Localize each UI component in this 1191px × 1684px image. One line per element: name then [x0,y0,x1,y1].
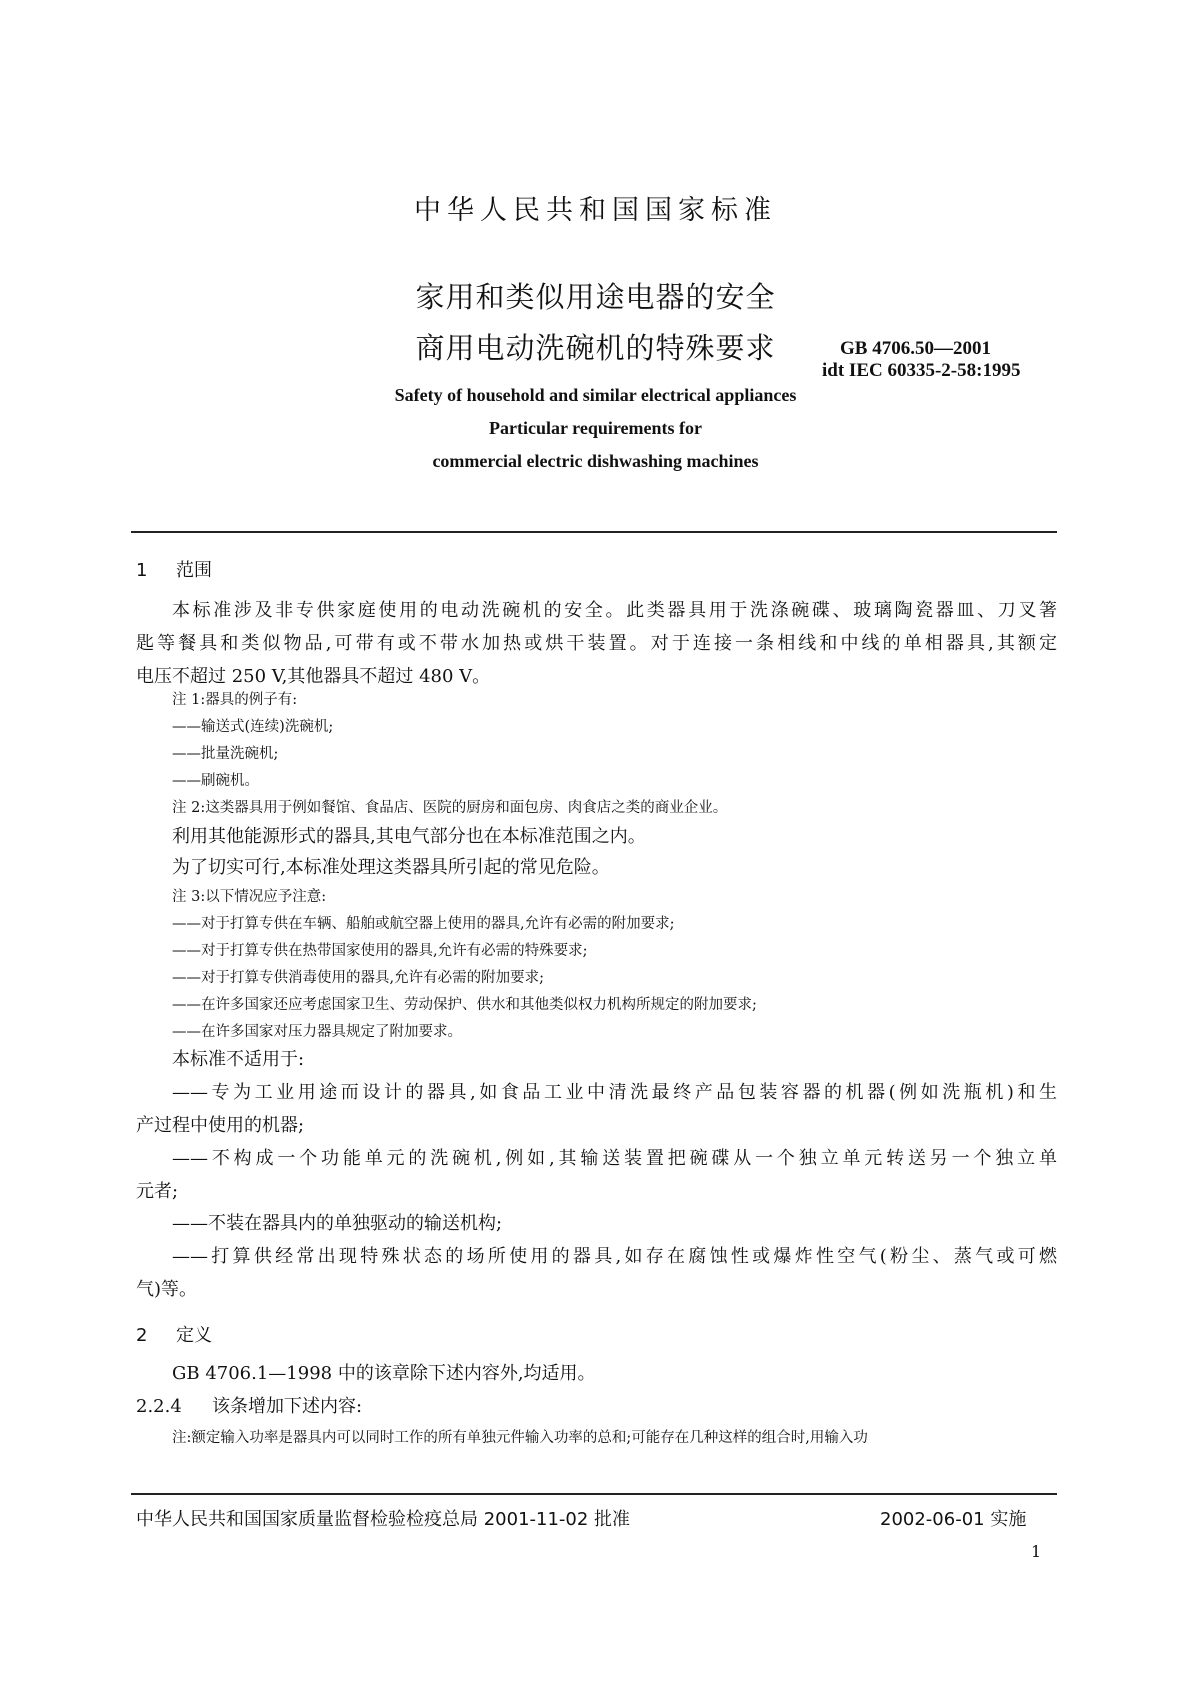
text-line: ——打算供经常出现特殊状态的场所使用的器具,如存在腐蚀性或爆炸性空气(粉尘、蒸气或可燃 [172,1246,1057,1267]
text-line: 匙等餐具和类似物品,可带有或不带水加热或烘干装置。对于连接一条相线和中线的单相器具,其额定 [136,633,1057,654]
text-line: ——专为工业用途而设计的器具,如食品工业中清洗最终产品包装容器的机器(例如洗瓶机)和生 [172,1082,1057,1103]
definitions-paragraph: GB 4706.1—1998 中的该章除下述内容外,均适用。 [172,1363,596,1384]
footer-divider [131,1493,1057,1495]
national-standard-heading: 中华人民共和国国家标准 [414,195,777,226]
english-title-line-1: Safety of household and similar electrical appliances [394,385,797,405]
note-3-item: ——对于打算专供消毒使用的器具,允许有必需的附加要求; [172,970,544,986]
effective-date-text: 2002-06-01 实施 [880,1509,1027,1530]
title-line-2: 商用电动洗碗机的特殊要求 [415,331,776,365]
clause-text: 该条增加下述内容: [212,1396,363,1417]
definition-note: 注:额定输入功率是器具内可以同时工作的所有单独元件输入功率的总和;可能存在几种这样的组合时,用输入功 [172,1430,868,1446]
note-3-item: ——在许多国家对压力器具规定了附加要求。 [172,1024,462,1040]
idt-code: idt IEC 60335-2-58:1995 [822,360,1021,381]
note-3-item: ——对于打算专供在热带国家使用的器具,允许有必需的特殊要求; [172,943,588,959]
exclusion-3: ——不装在器具内的单独驱动的输送机构; [172,1213,503,1234]
text-line: 元者; [136,1181,179,1202]
text-line: ——不构成一个功能单元的洗碗机,例如,其输送装置把碗碟从一个独立单元转送另一个独立单 [172,1148,1057,1169]
english-title-line-2: Particular requirements for [489,418,702,438]
exclusion-1 [136,1076,1057,1142]
section-number: 1 [136,560,148,581]
note-3-item: ——对于打算专供在车辆、船舶或航空器上使用的器具,允许有必需的附加要求; [172,916,675,932]
scope-paragraph-3: 为了切实可行,本标准处理这类器具所引起的常见危险。 [172,857,610,878]
english-title-line-3: commercial electric dishwashing machines [432,451,759,471]
title-line-1: 家用和类似用途电器的安全 [415,280,776,314]
note-1-item: ——刷碗机。 [172,773,259,789]
scope-paragraph-2: 利用其他能源形式的器具,其电气部分也在本标准范围之内。 [172,826,646,847]
text-line: 本标准涉及非专供家庭使用的电动洗碗机的安全。此类器具用于洗涤碗碟、玻璃陶瓷器皿、刀叉箸 [172,600,1057,621]
exclusion-2 [136,1142,1057,1208]
gb-code: GB 4706.50—2001 [840,338,991,359]
section-title: 定义 [176,1325,212,1346]
section-title: 范围 [176,560,212,581]
note-1-title: 注 1:器具的例子有: [172,692,298,708]
note-3-title: 注 3:以下情况应予注意: [172,889,327,905]
section-number: 2 [136,1325,148,1346]
note-3-item: ——在许多国家还应考虑国家卫生、劳动保护、供水和其他类似权力机构所规定的附加要求; [172,997,757,1013]
scope-paragraph-1 [136,594,1057,693]
text-line: 产过程中使用的机器; [136,1115,305,1136]
clause-2-2-4 [136,1392,362,1418]
approval-text: 中华人民共和国国家质量监督检验检疫总局 2001-11-02 批准 [136,1509,631,1530]
text-line: 气)等。 [136,1279,198,1300]
clause-number: 2.2.4 [136,1396,182,1417]
note-2: 注 2:这类器具用于例如餐馆、食品店、医院的厨房和面包房、肉食店之类的商业企业。 [172,800,728,816]
page-number: 1 [1031,1542,1042,1561]
header-divider [131,531,1057,533]
section-1-heading [136,556,212,582]
section-2-heading [136,1321,212,1347]
note-1-item: ——批量洗碗机; [172,746,279,762]
note-1-item: ——输送式(连续)洗碗机; [172,719,334,735]
exclusion-4 [136,1240,1057,1306]
not-apply-heading: 本标准不适用于: [172,1049,305,1070]
text-line: 电压不超过 250 V,其他器具不超过 480 V。 [136,666,491,687]
